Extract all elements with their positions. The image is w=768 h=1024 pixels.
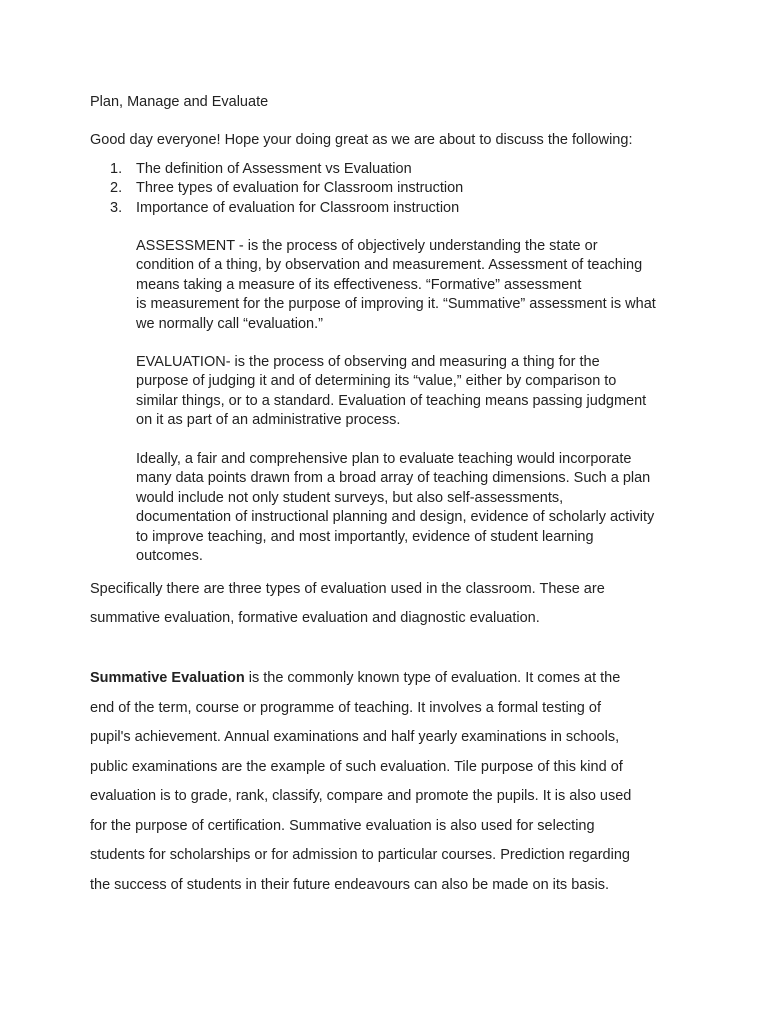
- list-item-text: The definition of Assessment vs Evaluation: [136, 161, 412, 177]
- list-item-text: Importance of evaluation for Classroom instruction: [136, 199, 460, 216]
- text-line: on it as part of an administrative process.: [136, 412, 401, 429]
- text-line: many data points drawn from a broad array of teaching dimensions. Such a plan: [136, 470, 651, 487]
- text-line: outcomes.: [136, 548, 203, 565]
- evaluation-types-paragraph: [90, 575, 605, 634]
- intro-paragraph: Good day everyone! Hope your doing great as we are about to discuss the following:: [90, 132, 633, 148]
- text-line: means taking a measure of its effectiveness. “Formative” assessment: [136, 276, 582, 293]
- topic-list: [90, 160, 463, 218]
- text-line: [90, 664, 690, 694]
- text-line: would include not only student surveys, but also self-assessments,: [136, 489, 564, 506]
- text-line: ASSESSMENT - is the process of objectively understanding the state or: [136, 238, 598, 254]
- text-line: summative evaluation, formative evaluation and diagnostic evaluation.: [90, 610, 540, 627]
- text-line: condition of a thing, by observation and measurement. Assessment of teaching: [136, 257, 643, 274]
- text-line: purpose of judging it and of determining its “value,” either by comparison to: [136, 373, 617, 390]
- text-line: Specifically there are three types of evaluation used in the classroom. These are: [90, 581, 605, 597]
- text-line: public examinations are the example of such evaluation. Tile purpose of this kind of: [90, 758, 623, 775]
- assessment-definition: [136, 237, 696, 334]
- text-line: similar things, or to a standard. Evaluation of teaching means passing judgment: [136, 392, 647, 409]
- text-line: end of the term, course or programme of teaching. It involves a formal testing of: [90, 699, 601, 716]
- list-number: 2.: [110, 180, 123, 197]
- text-line: evaluation is to grade, rank, classify, compare and promote the pupils. It is also used: [90, 788, 632, 804]
- text-line: Ideally, a fair and comprehensive plan to evaluate teaching would incorporate: [136, 451, 632, 467]
- text-line: is measurement for the purpose of improving it. “Summative” assessment is what: [136, 296, 656, 313]
- text-line: documentation of instructional planning and design, evidence of scholarly activity: [136, 509, 655, 526]
- evaluation-definition: [136, 353, 696, 431]
- text-line: we normally call “evaluation.”: [136, 315, 323, 332]
- text-line: EVALUATION- is the process of observing and measuring a thing for the: [136, 354, 600, 370]
- list-number: 3.: [110, 199, 123, 216]
- text-line: the success of students in their future endeavours can also be made on its basis.: [90, 876, 610, 893]
- list-item-text: Three types of evaluation for Classroom instruction: [136, 180, 464, 197]
- list-item: [90, 179, 463, 198]
- list-number: 1.: [110, 161, 123, 177]
- summative-evaluation-paragraph: [90, 664, 690, 900]
- list-item: [90, 199, 463, 218]
- list-item: [90, 160, 463, 179]
- text-line: students for scholarships or for admission to particular courses. Prediction regarding: [90, 847, 630, 863]
- evaluation-plan-paragraph: [136, 450, 696, 566]
- text-line: to improve teaching, and most importantly, evidence of student learning: [136, 528, 594, 545]
- text-line: for the purpose of certification. Summative evaluation is also used for selecting: [90, 817, 595, 834]
- text-line-rest: is the commonly known type of evaluation. It comes at the: [244, 670, 621, 686]
- text-line: pupil's achievement. Annual examinations and half yearly examinations in schools,: [90, 729, 620, 745]
- summative-evaluation-term: Summative Evaluation: [90, 670, 245, 686]
- document-title: Plan, Manage and Evaluate: [90, 94, 269, 110]
